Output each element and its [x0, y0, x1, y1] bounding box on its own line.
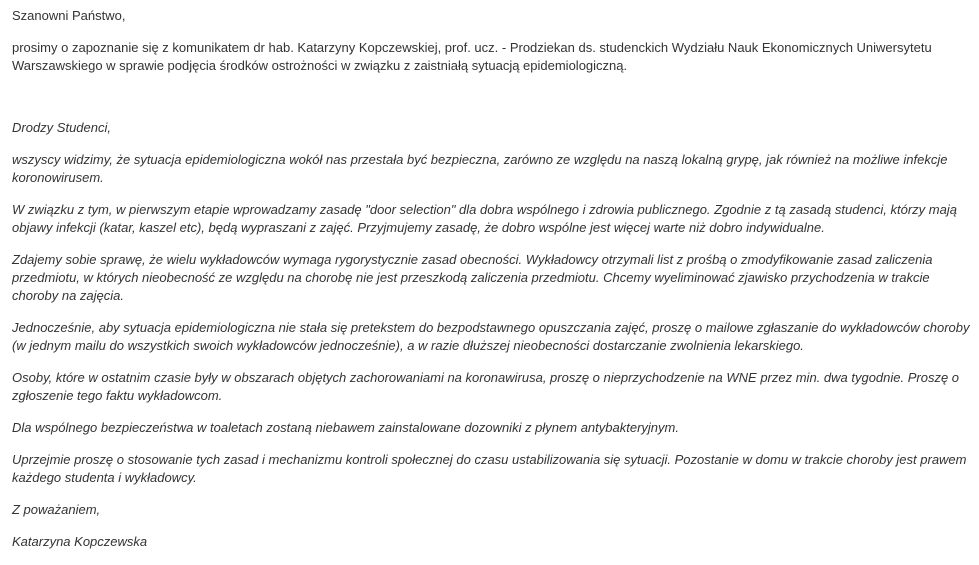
letter-paragraph: Dla wspólnego bezpieczeństwa w toaletach zostaną niebawem zainstalowane dozowniki z płynem antybakteryjnym.: [12, 420, 679, 435]
letter-paragraph: wszyscy widzimy, że sytuacja epidemiologiczna wokół nas przestała być bezpieczna, zarówno ze względu na naszą lokalną grypę, jak również na możliwe infekcje koronowirusem.: [12, 152, 948, 185]
letter-paragraph: Zdajemy sobie sprawę, że wielu wykładowców wymaga rygorystycznie zasad obecności. Wykładowcy otrzymali list z prośbą o zmodyfikowanie zasad zaliczenia przedmiotu, w których nieobecność ze względu na chorobę nie jest przeszkodą zaliczenia przedmiotu. Chcemy wyeliminować zjawisko przychodzenia w trakcie choroby na zajęcia.: [12, 252, 933, 303]
greeting: Szanowni Państwo,: [12, 8, 126, 23]
letter-salutation: Drodzy Studenci,: [12, 120, 111, 135]
quoted-letter: [12, 119, 974, 565]
letter-paragraph: Osoby, które w ostatnim czasie były w obszarach objętych zachorowaniami na koronawirusa, proszę o nieprzychodzenie na WNE przez min. dwa tygodnie. Proszę o zgłoszenie tego faktu wykładowcom.: [12, 370, 960, 403]
letter-paragraph: W związku z tym, w pierwszym etapie wprowadzamy zasadę "door selection" dla dobra wspólnego i zdrowia publicznego. Zgodnie z tą zasadą studenci, którzy mają objawy infekcji (katar, kaszel etc), będą wypraszani z zajęć. Przyjmujemy zasadę, że dobro wspólne jest więcej warte niż dobro indywidualne.: [12, 202, 957, 235]
intro-paragraph: prosimy o zapoznanie się z komunikatem dr hab. Katarzyny Kopczewskiej, prof. ucz. - Prodziekan ds. studenckich Wydziału Nauk Ekonomicznych Uniwersytetu Warszawskiego w sprawie podjęcia środków ostrożności w związku z zaistniałą sytuacją epidemiologiczną.: [12, 40, 932, 73]
letter-paragraph: Jednocześnie, aby sytuacja epidemiologiczna nie stała się pretekstem do bezpodstawnego opuszczania zajęć, proszę o mailowe zgłaszanie do wykładowców choroby (w jednym mailu do wszystkich swoich wykładowców jednocześnie), a w razie dłuższej nieobecności dostarczanie zwolnienia lekarskiego.: [12, 320, 970, 353]
letter-paragraph: Uprzejmie proszę o stosowanie tych zasad i mechanizmu kontroli społecznej do czasu ustabilizowania się sytuacji. Pozostanie w domu w trakcie choroby jest prawem każdego studenta i wykładowcy.: [12, 452, 967, 485]
letter-closing: Z poważaniem,: [12, 502, 101, 517]
letter-signature: Katarzyna Kopczewska: [12, 534, 148, 549]
